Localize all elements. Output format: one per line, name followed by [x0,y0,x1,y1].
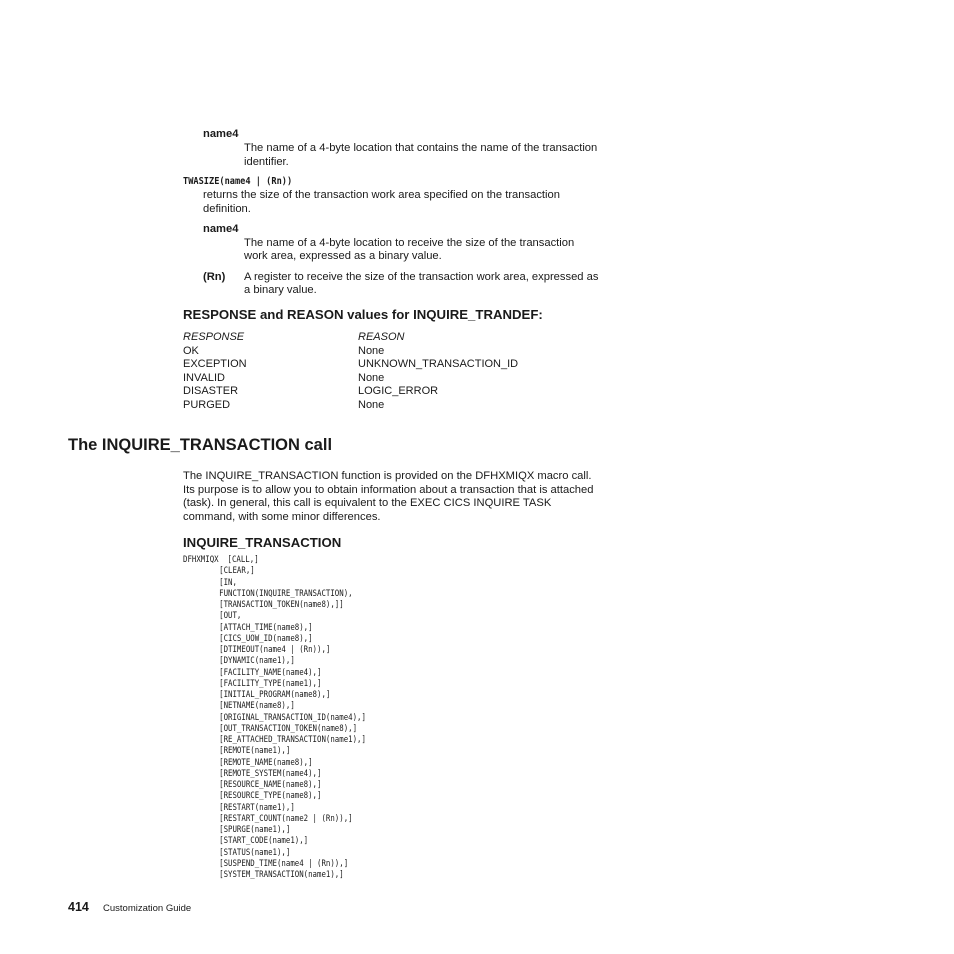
code-line: [REMOTE_SYSTEM(name4),] [219,768,322,779]
code-line: [CLEAR,] [219,566,255,577]
code-line: [RE_ATTACHED_TRANSACTION(name1),] [219,735,366,745]
code-line: [OUT, [219,611,242,622]
code-line: [OUT_TRANSACTION_TOKEN(name8),] [219,723,358,734]
code-line: [DYNAMIC(name1),] [219,656,295,667]
param-desc-line: work area, expressed as a binary value. [244,250,442,262]
code-line: [RESOURCE_TYPE(name8),] [219,791,322,802]
param-desc-line: a binary value. [244,284,317,296]
param-desc-line: The name of a 4-byte location to receive the size of the transaction [244,237,575,249]
code-line: [RESTART(name1),] [219,802,295,813]
code-line: [RESTART_COUNT(name2 | (Rn)),] [219,813,353,824]
param-term-rn: (Rn) [203,271,226,283]
reason-cell: LOGIC_ERROR [358,385,439,397]
footer-book-title: Customization Guide [103,903,192,914]
body-paragraph-line: The INQUIRE_TRANSACTION function is provided on the DFHXMIQX macro call. [183,470,592,482]
code-line: [REMOTE(name1),] [219,746,291,757]
table-row [183,344,583,358]
code-line: [FACILITY_NAME(name4),] [219,667,322,678]
code-line: [SPURGE(name1),] [219,825,291,835]
code-line: [ORIGINAL_TRANSACTION_ID(name4),] [219,712,366,723]
table-row [183,357,583,371]
param-desc-line: identifier. [244,156,289,168]
page-section-title: The INQUIRE_TRANSACTION call [68,436,333,454]
response-cell: OK [183,345,199,357]
body-paragraph-line: (task). In general, this call is equivalent to the EXEC CICS INQUIRE TASK [183,497,552,509]
param-desc-line: A register to receive the size of the transaction work area, expressed as [244,271,599,283]
code-line: DFHXMIQX [CALL,] [183,555,259,565]
code-line: [NETNAME(name8),] [219,701,295,712]
response-cell: INVALID [183,372,225,384]
code-line: [IN, [219,577,237,588]
code-line: [SYSTEM_TRANSACTION(name1),] [219,870,344,880]
response-cell: EXCEPTION [183,358,247,370]
page-number: 414 [68,900,89,914]
code-line: [REMOTE_NAME(name8),] [219,757,313,768]
code-line: [RESOURCE_NAME(name8),] [219,780,322,790]
code-line: [CICS_UOW_ID(name8),] [219,633,313,644]
code-line: [ATTACH_TIME(name8),] [219,622,313,633]
param-desc-line: The name of a 4-byte location that contains the name of the transaction [244,142,598,154]
reason-cell: None [358,345,385,357]
table-row [183,398,583,412]
table-header-row [183,330,583,344]
reason-cell: UNKNOWN_TRANSACTION_ID [358,358,519,370]
section-heading: INQUIRE_TRANSACTION [183,535,342,550]
table-row [183,371,583,385]
code-line: [SUSPEND_TIME(name4 | (Rn)),] [219,858,349,869]
code-line: [INITIAL_PROGRAM(name8),] [219,690,331,700]
reason-cell: None [358,399,385,411]
twasize-desc-line: returns the size of the transaction work area specified on the transaction [203,189,560,201]
body-paragraph-line: command, with some minor differences. [183,511,381,523]
code-line: FUNCTION(INQUIRE_TRANSACTION), [219,588,353,599]
reason-cell: None [358,372,385,384]
section-heading: RESPONSE and REASON values for INQUIRE_TRANDEF: [183,307,543,322]
code-line: [START_CODE(name1),] [219,836,309,847]
code-line: [TRANSACTION_TOKEN(name8),]] [219,600,344,610]
response-cell: PURGED [183,399,231,411]
response-cell: DISASTER [183,385,239,397]
code-line: [STATUS(name1),] [219,847,291,858]
body-paragraph-line: Its purpose is to allow you to obtain information about a transaction that is attached [183,484,594,496]
twasize-desc-line: definition. [203,203,251,215]
param-term-name4: name4 [203,223,239,235]
code-line: [DTIMEOUT(name4 | (Rn)),] [219,645,331,655]
table-row [183,384,583,398]
column-header-reason: REASON [358,331,405,343]
code-line: [FACILITY_TYPE(name1),] [219,678,322,689]
macro-syntax-block [183,555,396,881]
twasize-signature: TWASIZE(name4 | (Rn)) [183,176,293,187]
column-header-response: RESPONSE [183,331,245,343]
param-term-name4: name4 [203,128,239,140]
